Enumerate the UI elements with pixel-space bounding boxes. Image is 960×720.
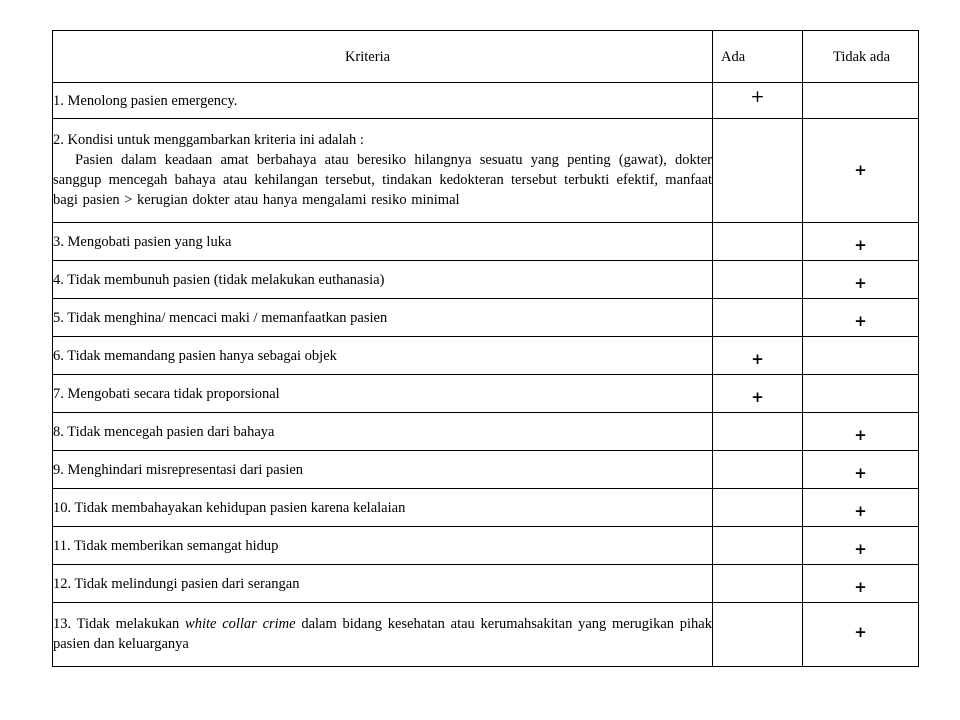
- table-row: [53, 375, 919, 413]
- kriteria-cell: [53, 337, 713, 375]
- table-row: [53, 451, 919, 489]
- kriteria-cell: [53, 299, 713, 337]
- header-ada: Ada: [713, 31, 803, 83]
- plus-mark: +: [854, 273, 867, 292]
- kriteria-lead-text: 2. Kondisi untuk menggambarkan kriteria ini adalah :: [53, 131, 364, 148]
- plus-mark: +: [854, 501, 867, 520]
- kriteria-cell: [53, 413, 713, 451]
- kriteria-text: 6. Tidak memandang pasien hanya sebagai objek: [53, 347, 337, 364]
- tidak-ada-cell: [803, 83, 919, 119]
- plus-mark: +: [751, 349, 764, 368]
- table-row: [53, 299, 919, 337]
- kriteria-cell: [53, 83, 713, 119]
- plus-mark: +: [854, 539, 867, 558]
- plus-mark: +: [750, 86, 765, 107]
- table-row: [53, 261, 919, 299]
- ada-cell: [713, 413, 803, 451]
- tidak-ada-cell: [803, 119, 919, 223]
- kriteria-text: 9. Menghindari misrepresentasi dari pasien: [53, 461, 304, 478]
- tidak-ada-cell: [803, 603, 919, 667]
- kriteria-cell: [53, 489, 713, 527]
- ada-cell: [713, 565, 803, 603]
- kriteria-cell: [53, 565, 713, 603]
- plus-mark: +: [854, 622, 867, 641]
- tidak-ada-cell: [803, 375, 919, 413]
- kriteria-text: [53, 614, 712, 654]
- kriteria-italic-term: white collar crime: [185, 615, 296, 632]
- kriteria-cell: [53, 375, 713, 413]
- ada-cell: [713, 527, 803, 565]
- tidak-ada-cell: [803, 413, 919, 451]
- plus-mark: +: [854, 235, 867, 254]
- table-row: [53, 337, 919, 375]
- ada-cell: [713, 451, 803, 489]
- tidak-ada-cell: [803, 527, 919, 565]
- table-row: [53, 565, 919, 603]
- ada-cell: [713, 83, 803, 119]
- header-row: [53, 31, 919, 83]
- kriteria-text: 12. Tidak melindungi pasien dari serangan: [53, 575, 300, 592]
- kriteria-cell: [53, 223, 713, 261]
- plus-mark: +: [854, 160, 867, 179]
- ada-cell: [713, 489, 803, 527]
- kriteria-cell: [53, 527, 713, 565]
- tidak-ada-cell: [803, 223, 919, 261]
- tidak-ada-cell: [803, 261, 919, 299]
- tidak-ada-cell: [803, 451, 919, 489]
- kriteria-text: 4. Tidak membunuh pasien (tidak melakukan euthanasia): [53, 271, 385, 288]
- ada-cell: [713, 119, 803, 223]
- tidak-ada-cell: [803, 565, 919, 603]
- table-row: [53, 489, 919, 527]
- kriteria-text: 10. Tidak membahayakan kehidupan pasien karena kelalaian: [53, 499, 406, 516]
- tidak-ada-cell: [803, 489, 919, 527]
- ada-cell: [713, 261, 803, 299]
- table-row: [53, 413, 919, 451]
- ada-cell: [713, 603, 803, 667]
- kriteria-detail-text: Pasien dalam keadaan amat berbahaya atau beresiko hilangnya sesuatu yang penting (gawat), dokter sanggup mencegah bahaya atau kehilangan tersebut, tindakan kedokteran tersebut terbukti efektif, manfaat bagi pasien > kerugian dokter atau hanya mengalami resiko minimal: [53, 151, 712, 208]
- ada-cell: [713, 375, 803, 413]
- table-row: [53, 223, 919, 261]
- header-tidak-ada: Tidak ada: [803, 31, 919, 83]
- kriteria-text: 11. Tidak memberikan semangat hidup: [53, 537, 279, 554]
- plus-mark: +: [854, 463, 867, 482]
- tidak-ada-cell: [803, 299, 919, 337]
- kriteria-text: 8. Tidak mencegah pasien dari bahaya: [53, 423, 275, 440]
- ada-cell: [713, 299, 803, 337]
- kriteria-text-start: 13. Tidak melakukan: [53, 615, 186, 632]
- kriteria-cell: [53, 119, 713, 223]
- kriteria-text-end: dalam bidang kesehatan atau kerumahsakitan yang merugikan pihak pasien dan keluarganya: [53, 615, 712, 652]
- ada-cell: [713, 223, 803, 261]
- tidak-ada-cell: [803, 337, 919, 375]
- plus-mark: +: [854, 311, 867, 330]
- table-row: [53, 603, 919, 667]
- kriteria-cell: [53, 603, 713, 667]
- plus-mark: +: [751, 387, 764, 406]
- kriteria-text: 7. Mengobati secara tidak proporsional: [53, 385, 280, 402]
- table-row: [53, 83, 919, 119]
- plus-mark: +: [854, 425, 867, 444]
- header-kriteria: Kriteria: [53, 31, 713, 83]
- table-row: [53, 527, 919, 565]
- kriteria-cell: [53, 261, 713, 299]
- kriteria-text: 5. Tidak menghina/ mencaci maki / memanfaatkan pasien: [53, 309, 388, 326]
- kriteria-text: 1. Menolong pasien emergency.: [53, 92, 238, 109]
- criteria-table: [52, 30, 919, 667]
- ada-cell: [713, 337, 803, 375]
- plus-mark: +: [854, 577, 867, 596]
- kriteria-text: 3. Mengobati pasien yang luka: [53, 233, 232, 250]
- kriteria-cell: [53, 451, 713, 489]
- table-row: [53, 119, 919, 223]
